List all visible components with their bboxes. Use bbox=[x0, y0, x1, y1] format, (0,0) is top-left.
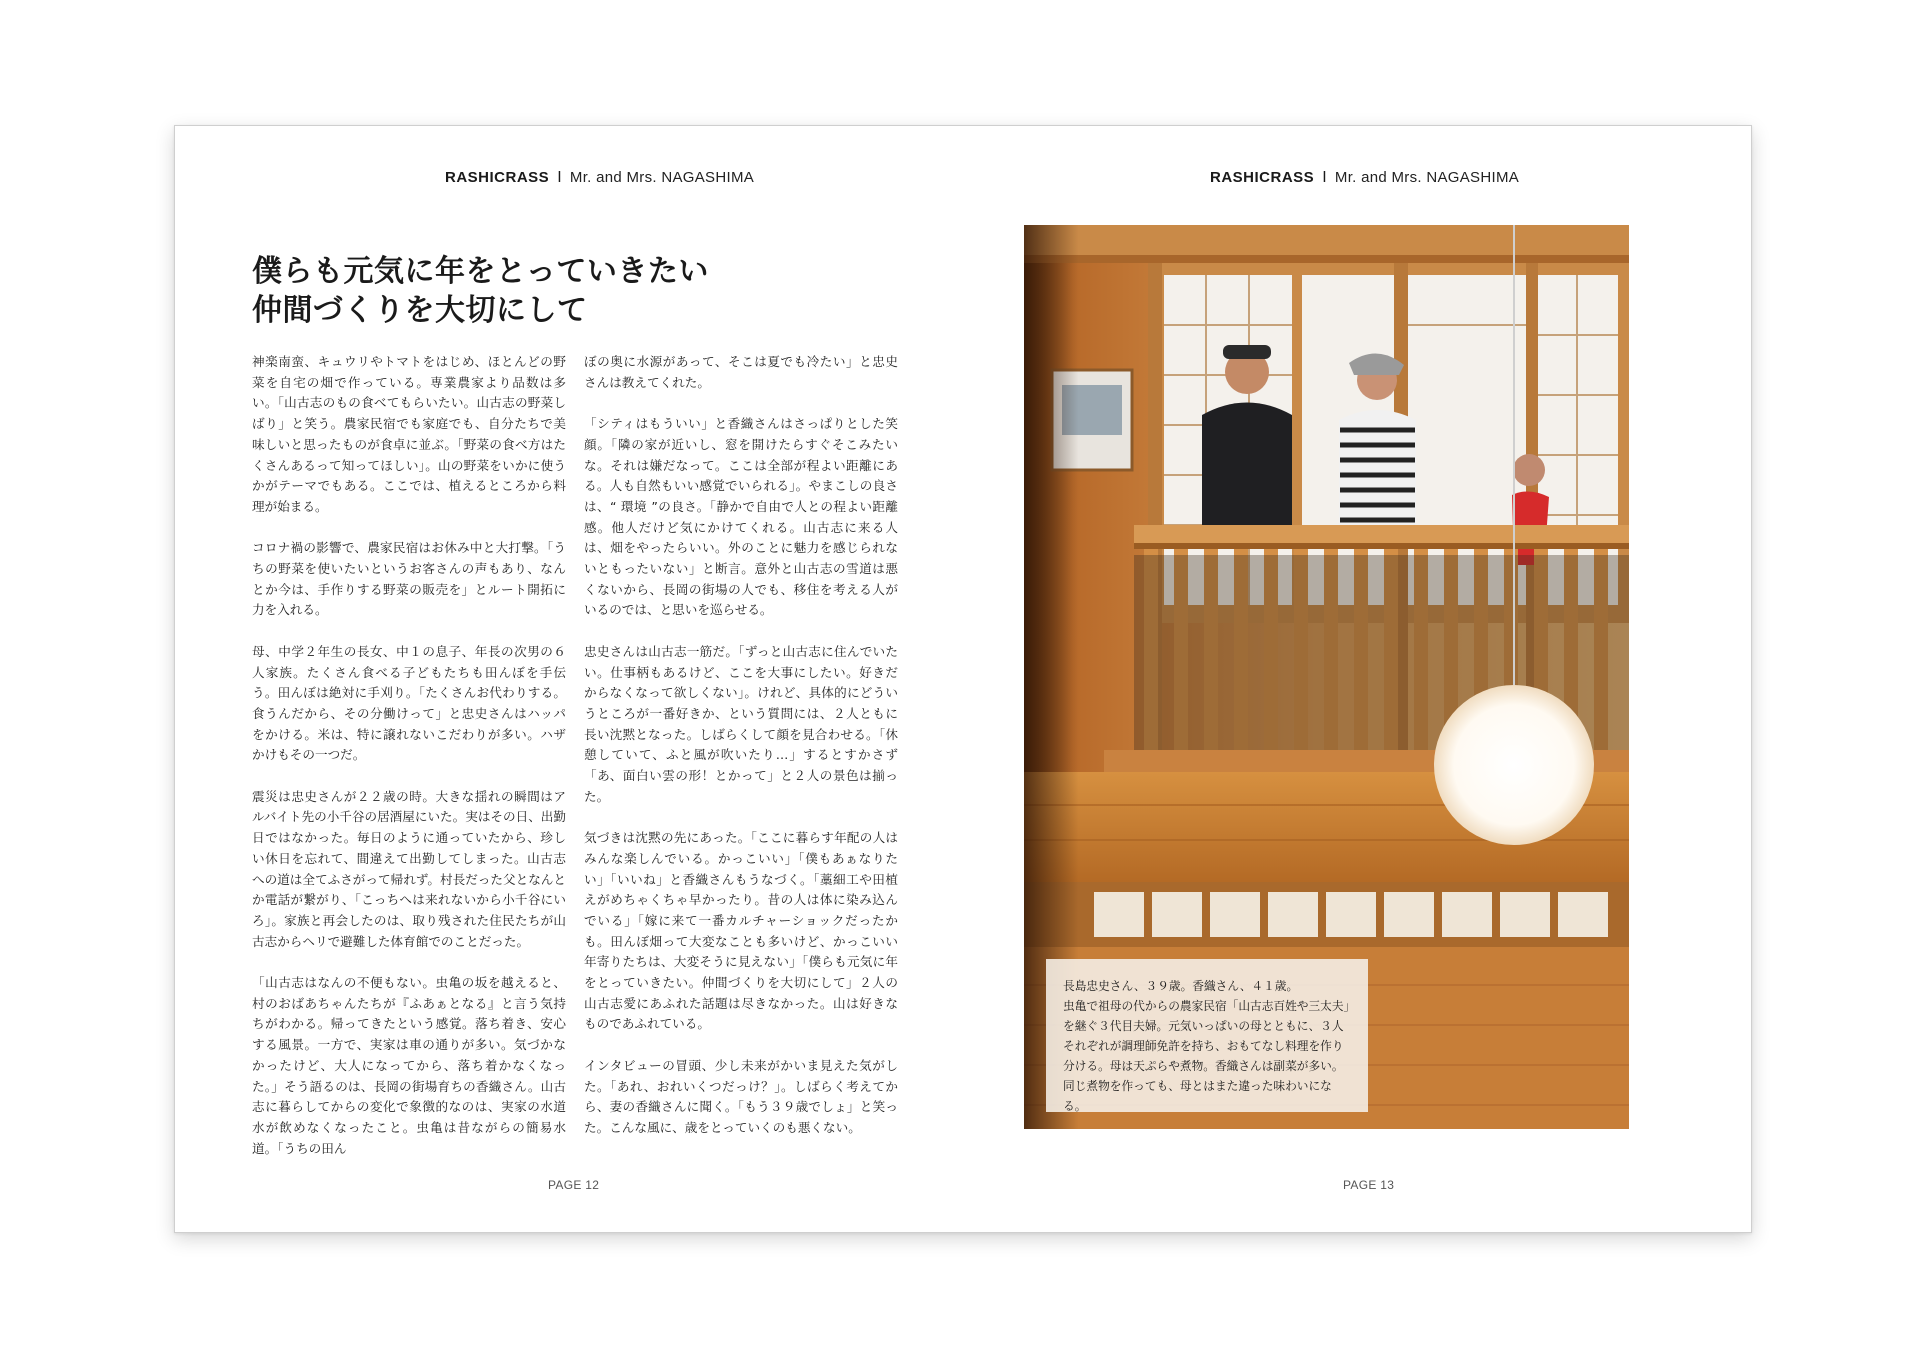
portrait-photo bbox=[1024, 225, 1629, 1129]
page-number-left: PAGE 12 bbox=[548, 1178, 600, 1192]
body-column-2 bbox=[584, 352, 898, 1159]
header-separator: I bbox=[557, 168, 562, 186]
paragraph: 気づきは沈黙の先にあった。「ここに暮らす年配の人はみんな楽しんでいる。かっこいい」「僕もあぁなりたい」「いいね」と香織さんもうなづく。「藁細工や田植えがめちゃくちゃ早かったり。昔の人は体に染み込んでいる」「嫁に来て一番カルチャーショックだったかも。田んぼ畑って大変なことも多いけど、かっこいい年寄りたちは、大変そうに見えない」「僕らも元気に年をとっていきたい。仲間づくりを大切にして」２人の山古志愛にあふれた話題は尽きなかった。山は好きなものであふれている。 bbox=[584, 830, 898, 1032]
article-headline bbox=[252, 252, 709, 330]
headline-line-1: 僕らも元気に年をとっていきたい bbox=[252, 254, 709, 289]
brand-name: RASHICRASS bbox=[445, 169, 550, 186]
header-separator: I bbox=[1322, 168, 1327, 186]
paragraph: 「山古志はなんの不便もない。虫亀の坂を越えると、村のおばあちゃんたちが『ふあぁとなる』と言う気持ちがわかる。帰ってきたという感覚。落ち着き、安心する風景。一方で、実家は車の通りが多い。気づかなかったけど、大人になってから、落ち着かなくなった。」そう語るのは、長岡の街場育ちの香織さん。山古志に暮らしてからの変化で象徴的なのは、実家の水道水が飲めなくなったこと。虫亀は昔ながらの簡易水道。「うちの田ん bbox=[252, 975, 566, 1156]
paragraph: 「シティはもういい」と香織さんはさっぱりとした笑顔。「隣の家が近いし、窓を開けたらすぐそこみたいな。それは嫌だなって。ここは全部が程よい距離にある。人も自然もいい感覚でいられる」。やまこしの良さは、“ 環境 ”の良さ。「静かで自由で人との程よい距離感。他人だけど気にかけてくれる。山古志に来る人は、畑をやったらいい。外のことに魅力を感じられないともったいない」と断言。意外と山古志の雪道は悪くないから、長岡の街場の人でも、移住を考える人がいるのでは、と思いを巡らせる。 bbox=[584, 416, 898, 618]
paragraph: 忠史さんは山古志一筋だ。「ずっと山古志に住んでいたい。仕事柄もあるけど、ここを大事にしたい。好きだからなくなって欲しくない」。けれど、具体的にどういうところが一番好きか、という質問には、２人ともに長い沈黙となった。しばらくして顔を見合わせる。「休憩していて、ふと風が吹いたり…」するとすかさず「あ、面白い雲の形！とかって」と２人の景色は揃った。 bbox=[584, 643, 898, 804]
paragraph: 母、中学２年生の長女、中１の息子、年長の次男の６人家族。たくさん食べる子どもたちも田んぼを手伝う。田んぼは絶対に手刈り。「たくさんお代わりする。食うんだから、その分働けって」と忠史さんはハッパをかける。米は、特に譲れないこだわりが多い。ハザかけもその一つだ。 bbox=[252, 643, 566, 763]
header-subtitle: Mr. and Mrs. NAGASHIMA bbox=[569, 169, 755, 186]
photo-caption bbox=[1046, 959, 1368, 1112]
left-page bbox=[175, 126, 963, 1232]
caption-line-1: 長島忠史さん、３９歳。香織さん、４１歳。 bbox=[1063, 979, 1299, 993]
paragraph: インタビューの冒頭、少し未来がかいま見えた気がした。「あれ、おれいくつだっけ？」。しばらく考えてから、妻の香織さんに聞く。「もう３９歳でしょ」と笑った。こんな風に、歳をとっていくのも悪くない。 bbox=[584, 1057, 898, 1135]
page-number-right: PAGE 13 bbox=[1343, 1178, 1395, 1192]
running-header-left bbox=[445, 168, 754, 186]
running-header-right bbox=[1210, 168, 1519, 186]
paragraph: 神楽南蛮、キュウリやトマトをはじめ、ほとんどの野菜を自宅の畑で作っている。専業農家より品数は多い。「山古志のもの食べてもらいたい。山古志の野菜しばり」と笑う。農家民宿でも家庭でも、自分たちで美味しいと思ったものが食卓に並ぶ。「野菜の食べ方はたくさんあるって知ってほしい」。山の野菜をいかに使うかがテーマでもある。ここでは、植えるところから料理が始まる。 bbox=[252, 354, 566, 514]
magazine-spread bbox=[174, 125, 1752, 1233]
paragraph: ぼの奥に水源があって、そこは夏でも冷たい」と忠史さんは教えてくれた。 bbox=[584, 354, 898, 390]
right-page bbox=[963, 126, 1751, 1232]
header-subtitle: Mr. and Mrs. NAGASHIMA bbox=[1334, 169, 1520, 186]
headline-line-2: 仲間づくりを大切にして bbox=[252, 293, 588, 328]
caption-line-2: 虫亀で祖母の代からの農家民宿「山古志百姓や三太夫」を継ぐ３代目夫婦。元気いっぱいの母とともに、３人それぞれが調理師免許を持ち、おもてなし料理を作り分ける。母は天ぷらや煮物。香織さんは副菜が多い。同じ煮物を作っても、母とはまた違った味わいになる。 bbox=[1063, 999, 1350, 1113]
paragraph: 震災は忠史さんが２２歳の時。大きな揺れの瞬間はアルバイト先の小千谷の居酒屋にいた。実はその日、出勤日ではなかった。毎日のように通っていたから、珍しい休日を忘れて、間違えて出勤してしまった。山古志への道は全てふさがって帰れず。村長だった父となんとか電話が繋がり、「こっちへは来れないから小千谷にいろ」。家族と再会したのは、取り残された住民たちが山古志からヘリで避難した体育館でのことだった。 bbox=[252, 788, 566, 949]
brand-name: RASHICRASS bbox=[1210, 169, 1315, 186]
paragraph: コロナ禍の影響で、農家民宿はお休み中と大打撃。「うちの野菜を使いたいというお客さんの声もあり、なんとか今は、手作りする野菜の販売を」とルート開拓に力を入れる。 bbox=[252, 540, 566, 618]
body-column-1 bbox=[252, 352, 566, 1180]
